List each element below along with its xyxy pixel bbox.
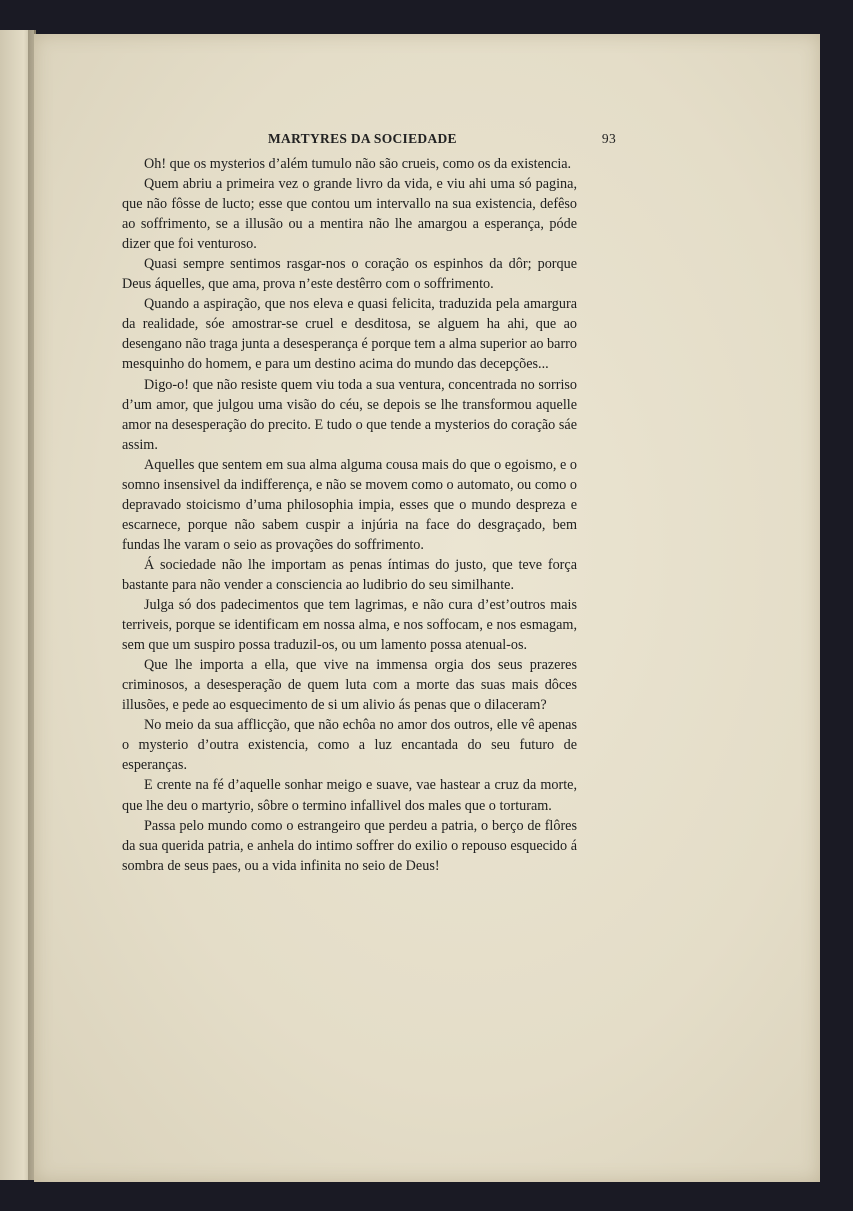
paragraph: Oh! que os mysterios d’além tumulo não são crueis, como os da existencia. [144, 156, 572, 172]
paragraph: Aquelles que sentem em sua alma alguma cousa mais do que o egoismo, e o somno insensivel da indifferença, e não se movem como o automato, ou como o depravado stoicismo d’uma philosophia impia, esses que o mundo despreza e escarnece, porque não sabem cuspir a injúria na face do desgraçado, bem fundas lhe varam o seio as provações do soffrimento. [122, 456, 577, 553]
body-text [122, 154, 577, 876]
paragraph: Quem abriu a primeira vez o grande livro da vida, e viu ahi uma só pagina, que não fôsse de lucto; esse que contou um intervallo na sua existencia, defêso ao soffrimento, se a illusão ou a mentira não lhe amargou a esperança, póde dizer que foi venturoso. [122, 176, 577, 253]
paragraph: No meio da sua afflicção, que não echôa no amor dos outros, elle vê apenas o mysterio d’outra existencia, como a luz encantada do seu futuro de esperanças. [122, 717, 577, 774]
paragraph: Passa pelo mundo como o estrangeiro que perdeu a patria, o berço de flôres da sua querida patria, e anhela do intimo soffrer do exilio o repouso esquecido á sombra de seus paes, ou a vida infinita no seio de Deus! [122, 817, 577, 874]
paragraph: Que lhe importa a ella, que vive na immensa orgia dos seus prazeres criminosos, a desesperação de quem luta com a morte das suas mais dôces illusões, e pede ao esquecimento de si um alivio ás penas que o dilaceram? [122, 657, 577, 714]
paragraph: Julga só dos padecimentos que tem lagrimas, e não cura d’est’outros mais terriveis, porque se identificam em nossa alma, e nos soffocam, e nos esmagam, sem que um suspiro possa traduzil-os, ou um lamento possa atenual-os. [122, 597, 577, 654]
paragraph: E crente na fé d’aquelle sonhar meigo e suave, vae hastear a cruz da morte, que lhe deu o martyrio, sôbre o termino infallivel dos males que o torturam. [122, 777, 577, 814]
paragraph: Á sociedade não lhe importam as penas íntimas do justo, que teve força bastante para não vender a consciencia ao ludibrio do seu similhante. [122, 556, 577, 593]
page-number: 93 [601, 131, 616, 146]
paragraph: Digo-o! que não resiste quem viu toda a sua ventura, concentrada no sorriso d’um amor, que julgou uma visão do céu, se depois se lhe transformou aquelle amor na desesperação do precito. E tudo o que tende a mysterios do coração sáe assim. [122, 376, 577, 453]
paragraph: Quando a aspiração, que nos eleva e quasi felicita, traduzida pela amargura da realidade, sóe amostrar-se cruel e desditosa, se alguem ha ahi, que ao desengano não traga junta a desesperança é porque tem a alma superior ao barro mesquinho do homem, e para um destino acima do mundo das decepções... [122, 296, 577, 373]
running-title: MARTYRES DA SOCIEDADE [268, 131, 457, 146]
paragraph: Quasi sempre sentimos rasgar-nos o coração os espinhos da dôr; porque Deus áquelles, que ama, prova n’este destêrro com o soffrimento. [122, 256, 577, 293]
